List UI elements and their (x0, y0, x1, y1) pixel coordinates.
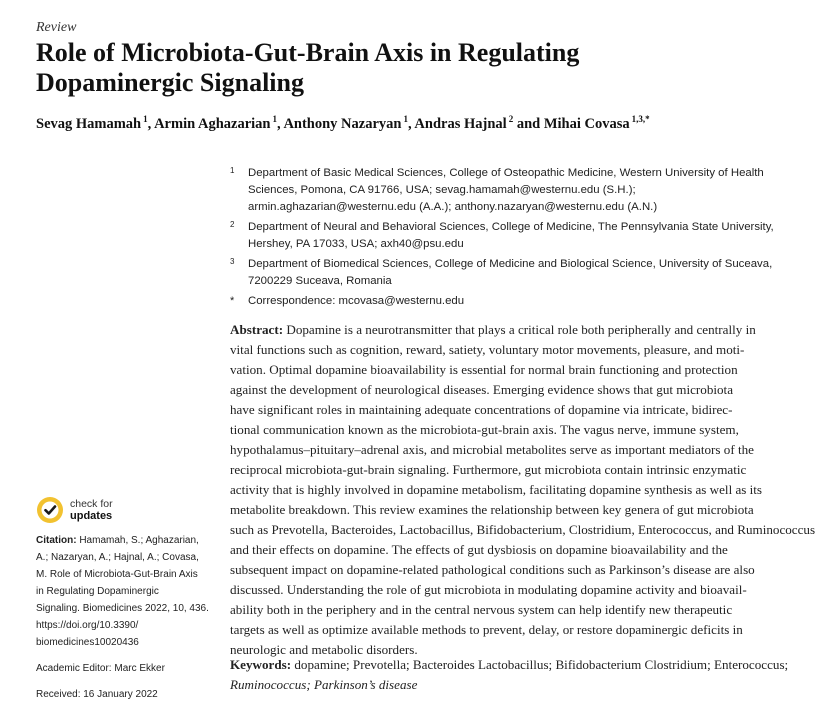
keywords-text: dopamine; Prevotella; Bacteroides Lactobacillus; Bifidobacterium Clostridium; Enterococcus; (291, 657, 789, 672)
abstract-line: targets as well as optimize available methods to prevent, delay, or restore dopaminergic deficits in (230, 622, 743, 637)
author-affiliation-sup: 1 (143, 114, 148, 124)
affiliation-3 (230, 256, 820, 290)
affiliation-number: 2 (230, 220, 235, 229)
author-affiliation-sup: 1 (403, 114, 408, 124)
author-name: Anthony Nazaryan (283, 115, 402, 132)
citation-line: in Regulating Dopaminergic (36, 586, 159, 597)
title-line-1: Role of Microbiota-Gut-Brain Axis in Regulating (36, 38, 580, 67)
affiliation-line: Sciences, Pomona, CA 91766, USA; sevag.hamamah@westernu.edu (S.H.); (248, 184, 636, 196)
citation-line (36, 532, 221, 549)
received-date: Received: 16 January 2022 (36, 689, 158, 700)
author-separator: , (407, 115, 415, 132)
abstract-line: and their effects on dopamine. The effects of gut dysbiosis on dopamine bioavailability and the (230, 542, 728, 557)
abstract-text: Dopamine is a neurotransmitter that plays a critical role both peripherally and centrally in (283, 322, 756, 337)
keywords (230, 655, 820, 695)
abstract-line: against the development of neurological diseases. Emerging evidence shows that gut microbiota (230, 382, 734, 397)
correspondence-mark: * (230, 295, 235, 307)
abstract-line: discussed. Understanding the role of gut microbiota in modulating dopamine activity and bioavail- (230, 582, 747, 597)
affiliation-number: 3 (230, 257, 235, 266)
citation-line: Signaling. Biomedicines 2022, 10, 436. (36, 603, 209, 614)
abstract-line (230, 320, 806, 340)
abstract-line: tional communication known as the microbiota-gut-brain axis. The vagus nerve, immune system, (230, 422, 739, 437)
academic-editor: Academic Editor: Marc Ekker (36, 663, 165, 674)
abstract-line: ability both in the periphery and in the central nervous system can help identify new therapeutic (230, 602, 733, 617)
abstract-line: vation. Optimal dopamine bioavailability is essential for normal brain functioning and protection (230, 362, 738, 377)
author-name: Mihai Covasa (543, 115, 630, 132)
doi-link[interactable]: biomedicines10020436 (36, 637, 139, 648)
article-type-label: Review (36, 20, 77, 35)
abstract-line: neurologic and metabolic disorders. (230, 642, 418, 657)
affiliation-2 (230, 219, 820, 253)
affiliation-line: armin.aghazarian@westernu.edu (A.A.); anthony.nazaryan@westernu.edu (A.N.) (248, 201, 658, 213)
badge-text (70, 498, 113, 522)
correspondence-text: Correspondence: mcovasa@westernu.edu (248, 295, 465, 307)
affiliation-line: Department of Basic Medical Sciences, College of Osteopathic Medicine, Western University of Health (248, 167, 764, 179)
affiliation-line: 7200229 Suceava, Romania (248, 275, 392, 287)
author-affiliation-sup: 1,3,* (631, 114, 650, 124)
correspondence (230, 293, 820, 310)
affiliation-1 (230, 165, 820, 216)
author-affiliation-sup: 1 (272, 114, 277, 124)
author-name: Armin Aghazarian (154, 115, 271, 132)
author-separator: , (147, 115, 155, 132)
affiliation-line: Hershey, PA 17033, USA; axh40@psu.edu (248, 238, 464, 250)
abstract-line: vital functions such as cognition, reward, satiety, voluntary motor movements, pleasure, and moti- (230, 342, 745, 357)
abstract-label: Abstract: (230, 322, 284, 337)
title-line-2: Dopaminergic Signaling (36, 68, 304, 97)
article-sidebar (36, 532, 221, 703)
citation-line: M. Role of Microbiota-Gut-Brain Axis (36, 569, 198, 580)
check-updates-icon (36, 496, 64, 524)
abstract-line: have significant roles in maintaining adequate concentrations of dopamine via intricate, bidirec- (230, 402, 733, 417)
author-list (36, 114, 650, 133)
keywords-line (230, 655, 820, 675)
author-separator: and (513, 115, 544, 132)
affiliation-list (230, 165, 820, 313)
badge-line-2: updates (70, 510, 113, 522)
author-name: Sevag Hamamah (36, 115, 142, 132)
abstract-line: such as Prevotella, Bacteroides, Lactobacillus, Bifidobacterium, Clostridium, Enterococcus, and Ruminococcus (230, 522, 816, 537)
affiliation-line: Department of Neural and Behavioral Sciences, College of Medicine, The Pennsylvania State University, (248, 221, 774, 233)
paper-title (36, 38, 816, 98)
check-for-updates-badge[interactable] (36, 496, 113, 524)
abstract-line: metabolite breakdown. This review examines the relationship between key genera of gut microbiota (230, 502, 754, 517)
doi-link[interactable]: https://doi.org/10.3390/ (36, 620, 139, 631)
citation-line: A.; Nazaryan, A.; Hajnal, A.; Covasa, (36, 552, 199, 563)
citation-label: Citation: (36, 535, 77, 546)
abstract-line: subsequent impact on dopamine-related pathological conditions such as Parkinson’s disease are also (230, 562, 755, 577)
badge-line-1: check for (70, 498, 113, 510)
author-separator: , (276, 115, 284, 132)
abstract-line: activity that is highly involved in dopamine metabolism, facilitating dopamine synthesis as well as its (230, 482, 763, 497)
citation-text: Hamamah, S.; Aghazarian, (76, 535, 199, 546)
affiliation-line: Department of Biomedical Sciences, College of Medicine and Biological Science, University of Suceava, (248, 258, 773, 270)
keywords-label: Keywords: (230, 657, 292, 672)
keywords-line: Ruminococcus; Parkinson’s disease (230, 677, 418, 692)
author-name: Andras Hajnal (414, 115, 507, 132)
abstract-line: hypothalamus–pituitary–adrenal axis, and microbial metabolites serve as important mediators of the (230, 442, 754, 457)
abstract-line: reciprocal microbiota-gut-brain signaling. Furthermore, gut microbiota contain intrinsic enzymatic (230, 462, 747, 477)
affiliation-number: 1 (230, 166, 235, 175)
author-affiliation-sup: 2 (508, 114, 514, 124)
abstract (230, 320, 816, 660)
